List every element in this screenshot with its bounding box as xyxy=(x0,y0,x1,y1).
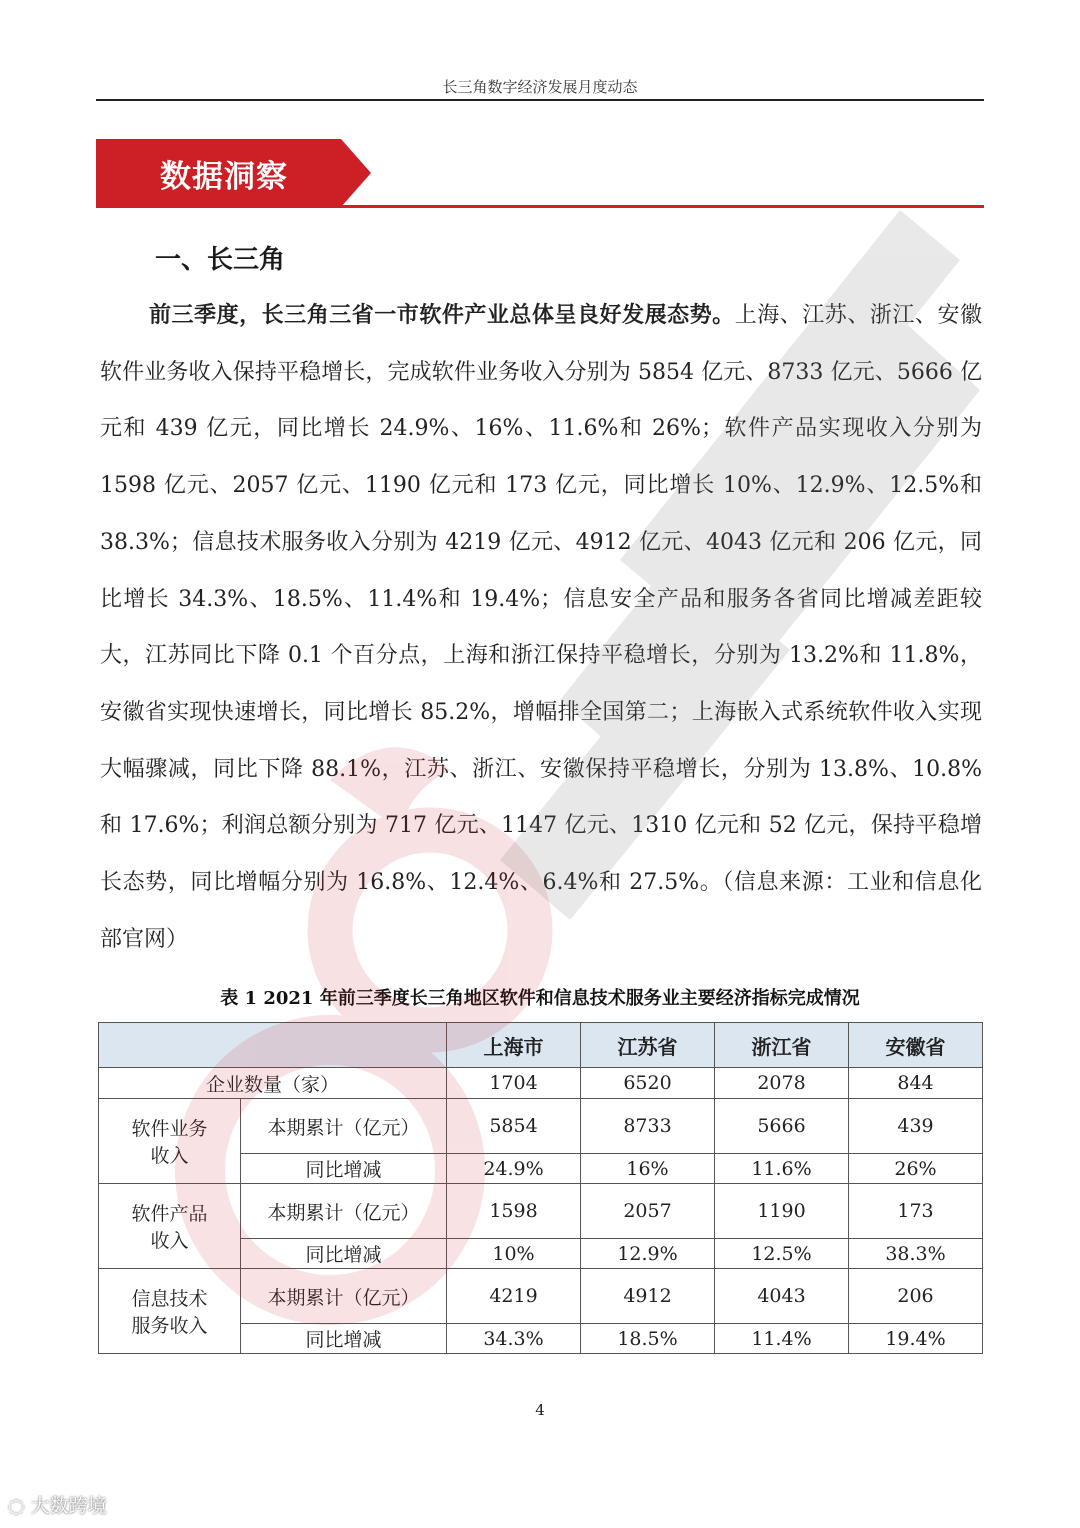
table-cell: 844 xyxy=(849,1068,983,1099)
table-cell: 4043 xyxy=(715,1269,849,1324)
table-row xyxy=(99,1184,983,1239)
table-cell: 10% xyxy=(447,1239,581,1269)
page-number: 4 xyxy=(535,1401,545,1419)
group-label: 软件业务 收入 xyxy=(99,1099,241,1184)
header-divider xyxy=(96,99,984,101)
table-cell: 1598 xyxy=(447,1184,581,1239)
table-cell: 12.9% xyxy=(581,1239,715,1269)
table-cell: 1190 xyxy=(715,1184,849,1239)
corner-watermark-text: ◌ 大数跨境 xyxy=(8,1495,107,1517)
table-cell: 1704 xyxy=(447,1068,581,1099)
group-label: 信息技术 服务收入 xyxy=(99,1269,241,1354)
table-cell: 24.9% xyxy=(447,1154,581,1184)
header-blank-cell xyxy=(99,1023,447,1068)
table-cell: 38.3% xyxy=(849,1239,983,1269)
table-caption: 表 1 2021 年前三季度长三角地区软件和信息技术服务业主要经济指标完成情况 xyxy=(220,988,860,1009)
indicator-table xyxy=(98,1022,983,1354)
table-cell: 2057 xyxy=(581,1184,715,1239)
row-label: 本期累计（亿元） xyxy=(241,1184,447,1239)
column-header: 江苏省 xyxy=(581,1023,715,1068)
table-cell: 12.5% xyxy=(715,1239,849,1269)
table-cell: 439 xyxy=(849,1099,983,1154)
row-label: 本期累计（亿元） xyxy=(241,1099,447,1154)
row-label: 同比增减 xyxy=(241,1239,447,1269)
table-cell: 16% xyxy=(581,1154,715,1184)
column-header: 安徽省 xyxy=(849,1023,983,1068)
table-row xyxy=(99,1099,983,1154)
table-row xyxy=(99,1269,983,1324)
table-cell: 4912 xyxy=(581,1269,715,1324)
lead-sentence: 前三季度，长三角三省一市软件产业总体呈良好发展态势。 xyxy=(149,303,735,328)
table-cell: 18.5% xyxy=(581,1324,715,1354)
table-cell: 26% xyxy=(849,1154,983,1184)
body-paragraph xyxy=(100,288,982,968)
table-header-row xyxy=(99,1023,983,1068)
banner-divider xyxy=(96,205,984,208)
table-cell: 8733 xyxy=(581,1099,715,1154)
column-header: 上海市 xyxy=(447,1023,581,1068)
table-cell: 19.4% xyxy=(849,1324,983,1354)
row-label: 同比增减 xyxy=(241,1324,447,1354)
row-label: 本期累计（亿元） xyxy=(241,1269,447,1324)
chat-bubble-icon: ◌ xyxy=(8,1495,25,1517)
table-cell: 173 xyxy=(849,1184,983,1239)
section-heading: 一、长三角 xyxy=(155,245,286,275)
running-header: 长三角数字经济发展月度动态 xyxy=(442,78,638,96)
row-label: 企业数量（家） xyxy=(99,1068,447,1099)
row-label: 同比增减 xyxy=(241,1154,447,1184)
table-cell: 206 xyxy=(849,1269,983,1324)
table-cell: 6520 xyxy=(581,1068,715,1099)
table-cell: 5854 xyxy=(447,1099,581,1154)
table-cell: 11.4% xyxy=(715,1324,849,1354)
table-cell: 34.3% xyxy=(447,1324,581,1354)
banner-label: 数据洞察 xyxy=(160,159,288,195)
column-header: 浙江省 xyxy=(715,1023,849,1068)
paragraph-body: 上海、江苏、浙江、安徽软件业务收入保持平稳增长，完成软件业务收入分别为 5854 亿元、8733 亿元、5666 亿元和 439 亿元，同比增长 24.9%、16%、11.6%和 26%；软件产品实现收入分别为 1598 亿元、2057 亿元、1190 亿元和 173 亿元，同比增长 10%、12.9%、12.5%和 38.3%；信息技术服务收入分别为 4219 亿元、4912 亿元、4043 亿元和 206 亿元，同比增长 34.3%、18.5%、11.4%和 19.4%；信息安全产品和服务各省同比增减差距较大，江苏同比下降 0.1 个百分点，上海和浙江保持平稳增长，分别为 13.2%和 11.8%，安徽省实现快速增长，同比增长 85.2%，增幅排全国第二；上海嵌入式系统软件收入实现大幅骤减，同比下降 88.1%，江苏、浙江、安徽保持平稳增长，分别为 13.8%、10.8%和 17.6%；利润总额分别为 717 亿元、1147 亿元、1310 亿元和 52 亿元，保持平稳增长态势，同比增幅分别为 16.8%、12.4%、6.4%和 27.5%。（信息来源：工业和信息化部官网） xyxy=(100,303,982,952)
group-label: 软件产品 收入 xyxy=(99,1184,241,1269)
table-cell: 2078 xyxy=(715,1068,849,1099)
table-cell: 4219 xyxy=(447,1269,581,1324)
table-cell: 5666 xyxy=(715,1099,849,1154)
table-cell: 11.6% xyxy=(715,1154,849,1184)
table-row xyxy=(99,1068,983,1099)
